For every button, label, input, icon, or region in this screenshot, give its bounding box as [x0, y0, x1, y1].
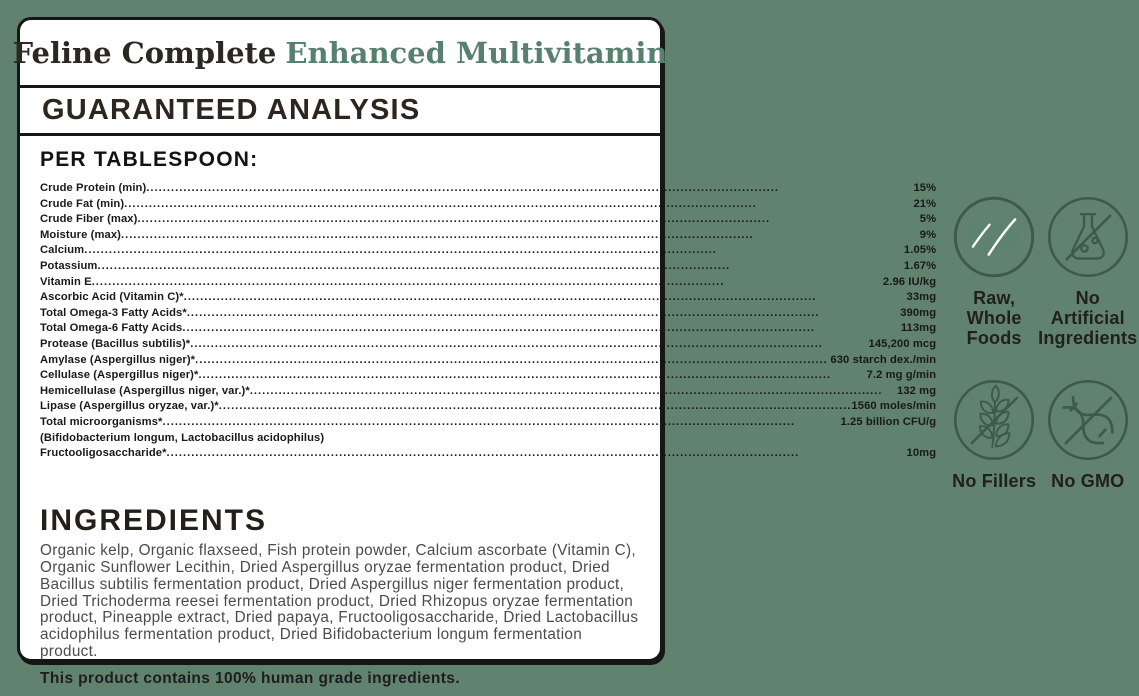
analysis-row-label: Crude Protein (min)	[40, 182, 147, 194]
analysis-row-label: Hemicellulase (Aspergillus niger, var.)*	[40, 384, 250, 397]
analysis-row-label: Total Omega-6 Fatty Acids	[40, 322, 183, 335]
badge-label: No Fillers	[952, 471, 1037, 492]
badge-no-gmo	[1044, 376, 1132, 492]
badge-no-fillers	[950, 376, 1038, 492]
dna-crossed-icon	[1044, 376, 1132, 464]
ingredients-list-text: Organic kelp, Organic flaxseed, Fish protein powder, Calcium ascorbate (Vitamin C), Organic Sunflower Lecithin, Dried Aspergillus oryzae fermentation product, Dried Bacillus subtilis fermentation product, Dried Aspergillus niger fermentation product, Dried Trichoderma reesei fermentation product, Dried Rhizopus oryzae fermentation product, Pineapple extract, Dried papaya, Fructooligosaccharide, Dried Lactobacillus acidophilus fermentation product, Dried Bifidobacterium longum fermentation product.	[40, 542, 639, 660]
badge-no-artificial-ingredients	[1038, 193, 1137, 348]
analysis-row-label: Moisture (max)	[40, 228, 121, 241]
dot-leader	[92, 275, 883, 291]
analysis-row-label: Calcium	[40, 244, 85, 257]
dot-leader	[184, 290, 907, 306]
dot-leader	[97, 259, 903, 275]
analysis-row-value: 1.25 billion CFU/g	[840, 415, 937, 428]
analysis-row-label: Ascorbic Acid (Vitamin C)*	[40, 291, 184, 304]
dot-leader	[195, 353, 830, 369]
analysis-row	[40, 431, 936, 447]
leaves-icon	[950, 193, 1038, 281]
dot-leader	[250, 384, 897, 400]
analysis-row	[40, 228, 936, 244]
analysis-row-label: Fructooligosaccharide*	[40, 447, 167, 460]
dot-leader	[198, 368, 866, 384]
analysis-row	[40, 415, 936, 431]
analysis-row	[40, 243, 936, 259]
analysis-row	[40, 321, 936, 337]
analysis-row-label: Total Omega-3 Fatty Acids*	[40, 306, 187, 319]
analysis-row	[40, 181, 936, 197]
ingredients-heading: INGREDIENTS	[40, 504, 268, 538]
dot-leader	[187, 306, 900, 322]
analysis-row-value: 630 starch dex./min	[830, 353, 937, 366]
guaranteed-analysis-heading: GUARANTEED ANALYSIS	[20, 88, 660, 136]
dot-leader	[137, 212, 919, 228]
analysis-row-value: 2.96 IU/kg	[882, 275, 937, 288]
analysis-row-value: 145,200 mcg	[868, 337, 937, 350]
analysis-row	[40, 384, 936, 400]
analysis-row	[40, 446, 936, 462]
wheat-crossed-icon	[950, 376, 1038, 464]
analysis-row	[40, 368, 936, 384]
dot-leader	[146, 181, 913, 197]
analysis-row-value: 21%	[913, 197, 937, 210]
analysis-row	[40, 399, 936, 415]
analysis-row	[40, 259, 936, 275]
dot-leader	[167, 446, 907, 462]
analysis-row-label: Lipase (Aspergillus oryzae, var.)*	[40, 400, 219, 413]
badge-raw-whole-foods	[950, 193, 1038, 348]
human-grade-statement: This product contains 100% human grade ingredients.	[40, 669, 461, 687]
dot-leader	[190, 337, 868, 353]
analysis-row	[40, 337, 936, 353]
analysis-row-value: 15%	[913, 182, 937, 194]
analysis-row-value: 10mg	[906, 447, 937, 460]
badge-grid	[948, 181, 1139, 492]
analysis-row-label: Vitamin E	[40, 275, 92, 288]
dot-leader	[163, 415, 841, 431]
analysis-row-value: 1.05%	[903, 244, 937, 257]
analysis-row	[40, 197, 936, 213]
analysis-row	[40, 275, 936, 291]
analysis-row-label: Crude Fat (min)	[40, 197, 125, 210]
analysis-row-value: 1560 moles/min	[851, 400, 937, 413]
analysis-row-label: Crude Fiber (max)	[40, 213, 138, 226]
dot-leader	[121, 228, 920, 244]
analysis-row-value: 9%	[919, 228, 937, 241]
analysis-row-label: Protease (Bacillus subtilis)*	[40, 337, 191, 350]
per-tablespoon-heading: PER TABLESPOON:	[40, 148, 259, 171]
analysis-row-value: 5%	[919, 213, 937, 226]
dot-leader	[84, 243, 904, 259]
product-title-primary: Feline Complete	[12, 35, 277, 70]
badge-label: No Artificial Ingredients	[1038, 288, 1138, 348]
analysis-row	[40, 290, 936, 306]
analysis-row-label: Amylase (Aspergillus niger)*	[40, 353, 196, 366]
analysis-row	[40, 212, 936, 228]
analysis-row-value: 390mg	[900, 306, 937, 319]
analysis-row-value: 113mg	[900, 322, 937, 335]
badge-label: No GMO	[1051, 471, 1125, 492]
analysis-row-label: Cellulase (Aspergillus niger)*	[40, 369, 199, 382]
dot-leader	[182, 321, 900, 337]
product-title-secondary: Enhanced Multivitamin	[285, 35, 668, 70]
analysis-row-label: (Bifidobacterium longum, Lactobacillus acidophilus)	[40, 431, 325, 444]
label-body	[20, 136, 1138, 696]
analysis-row-label: Total microorganisms*	[40, 415, 163, 428]
dot-leader	[219, 399, 852, 415]
analysis-list	[40, 181, 936, 492]
analysis-row-value: 33mg	[906, 291, 937, 304]
analysis-row	[40, 353, 936, 369]
analysis-row-value: 7.2 mg g/min	[866, 369, 937, 382]
badge-label: Raw, Whole Foods	[966, 288, 1022, 348]
analysis-columns	[40, 181, 1138, 492]
flask-crossed-icon	[1044, 193, 1132, 281]
dot-leader	[124, 197, 913, 213]
analysis-row-label: Potassium	[40, 259, 98, 272]
analysis-row-value: 132 mg	[897, 384, 937, 397]
product-title	[12, 20, 668, 88]
label-card	[12, 17, 1138, 687]
analysis-row	[40, 306, 936, 322]
analysis-row-value: 1.67%	[903, 259, 937, 272]
